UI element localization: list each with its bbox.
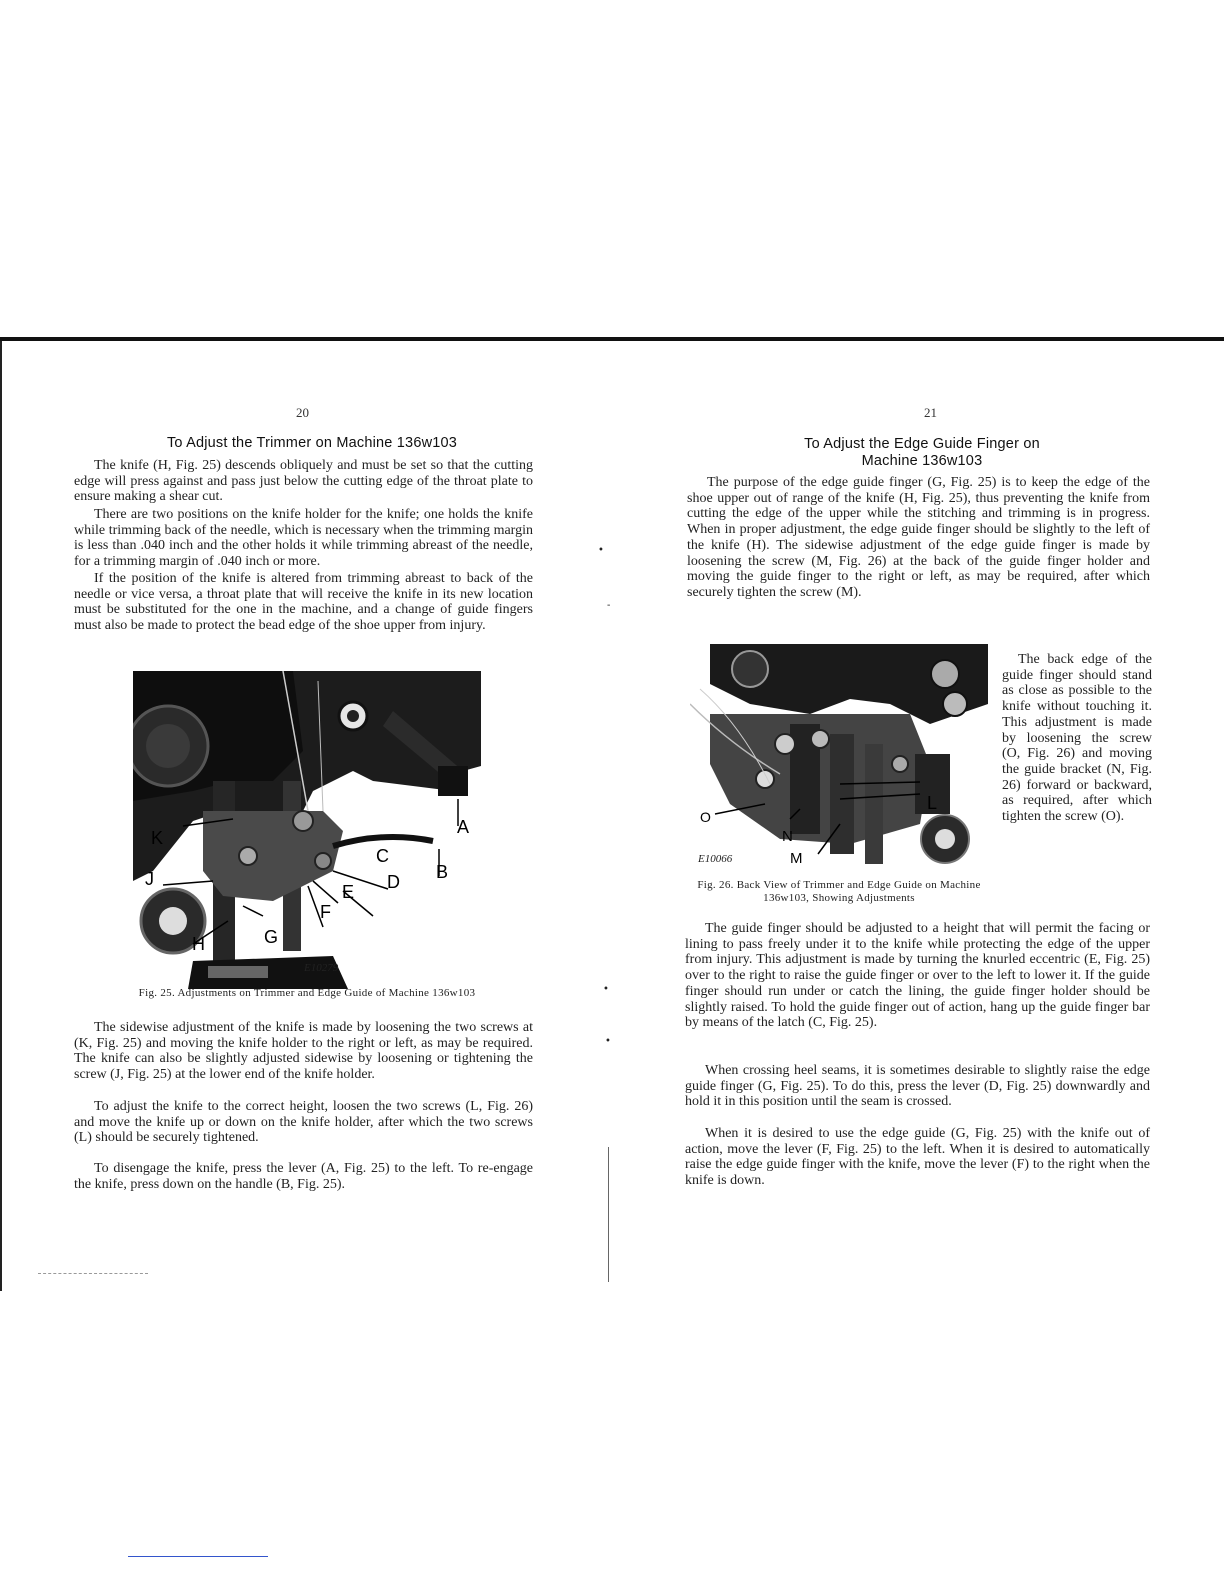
- gutter-mark: -: [607, 600, 611, 611]
- right-paragraph-3: When crossing heel seams, it is sometimes desirable to slightly raise the edge guide finger (G, Fig. 25). To do this, press the lever (D, Fig. 25) downwardly and hold it in this position until the seam is crossed.: [685, 1063, 1150, 1110]
- gutter-mark: •: [605, 1036, 611, 1047]
- fig26-label-l: L: [927, 793, 938, 813]
- fig26-label-n: N: [782, 828, 793, 845]
- page-number-left: 20: [296, 405, 309, 420]
- figure-26-image: [690, 644, 988, 877]
- fig25-label-h: H: [192, 934, 205, 954]
- left-paragraph-4: The sidewise adjustment of the knife is made by loosening the two screws at (K, Fig. 25) and moving the knife holder to the right or left, as may be required. The knife can also be slightly adjusted sidewise by loosening or tightening the screw (J, Fig. 25) at the lower end of the knife holder.: [74, 1020, 533, 1083]
- fig25-label-a: A: [457, 817, 470, 837]
- footer-scan-dashes: [38, 1273, 148, 1275]
- figure-25-caption: Fig. 25. Adjustments on Trimmer and Edge Guide of Machine 136w103: [138, 987, 476, 999]
- gutter-line: [608, 1147, 609, 1282]
- right-paragraph-1: The purpose of the edge guide finger (G, Fig. 25) is to keep the edge of the shoe upper out of range of the knife (H, Fig. 25), thus preventing the knife from cutting the edge of the upper while the stitching and trimming is in progress. When in proper adjustment, the edge guide finger should be slightly to the left of the knife (H). The sidewise adjustment of the edge guide finger is made by loosening the screw (M, Fig. 26) at the back of the guide finger holder and moving the guide finger to the right or left, as may be required, after which securely tighten the screw (M).: [687, 475, 1150, 600]
- fig25-id: E10279: [304, 962, 339, 974]
- figure-25-illustration: [133, 671, 481, 989]
- right-page: [612, 341, 1224, 1291]
- right-side-text: The back edge of the guide finger should stand as close as possible to the knife without touching it. This adjustment is made by loosening the screw (O, Fig. 26) and moving the guide bracket (N, Fig. 26) forward or backward, as required, after which tighten the screw (O).: [1002, 652, 1152, 825]
- left-paragraph-5: To adjust the knife to the correct height, loosen the two screws (L, Fig. 26) and move the knife up or down on the knife holder, after which the two screws (L) should be securely tightened.: [74, 1099, 533, 1146]
- left-paragraph-2: There are two positions on the knife holder for the knife; one holds the knife while trimming back of the needle, which is necessary when the trimming margin is less than .040 inch and the other holds it while trimming abreast of the needle, for a trimming margin of .040 inch or more.: [74, 507, 533, 570]
- fig26-label-m: M: [790, 850, 803, 867]
- fig25-label-c: C: [376, 846, 389, 866]
- left-paragraph-1: The knife (H, Fig. 25) descends obliquely and must be set so that the cutting edge will press against and pass just below the cutting edge of the throat plate to ensure making a shear cut.: [74, 458, 533, 505]
- fig25-label-e: E: [342, 882, 355, 902]
- gutter-mark: •: [598, 545, 604, 556]
- fig25-label-f: F: [320, 902, 331, 922]
- fig25-label-b: B: [436, 862, 449, 882]
- left-paragraph-3: If the position of the knife is altered from trimming abreast to back of the needle or vice versa, a throat plate that will receive the knife in its new location must be substituted for the one in the machine, and a change of guide fingers must also be made to protect the bead edge of the shoe upper from injury.: [74, 571, 533, 634]
- left-page: [0, 341, 614, 1291]
- figure-26-caption: Fig. 26. Back View of Trimmer and Edge Guide on Machine 136w103, Showing Adjustments: [697, 879, 981, 904]
- fig25-label-d: D: [387, 872, 400, 892]
- right-paragraph-4: When it is desired to use the edge guide (G, Fig. 25) with the knife out of action, move the lever (F, Fig. 25) to the left. When it is desired to automatically raise the edge guide finger with the knife, move the lever (F) to the right when the knife is down.: [685, 1126, 1150, 1189]
- left-page-heading: To Adjust the Trimmer on Machine 136w103: [166, 435, 458, 451]
- fig26-label-o: O: [700, 809, 711, 825]
- fig25-label-k: K: [151, 828, 164, 848]
- gutter-mark: •: [603, 984, 609, 995]
- figure-25-image: [133, 671, 481, 989]
- fig25-label-j: J: [145, 869, 154, 889]
- right-paragraph-2: The guide finger should be adjusted to a height that will permit the facing or lining to pass freely under it to the knife while protecting the edge of the upper from injury. This adjustment is made by turning the knurled eccentric (E, Fig. 25) over to the right to raise the guide finger or over to the left to lower it. If the guide finger should run under or catch the lining, the guide finger holder should be slightly raised. To hold the guide finger out of action, hang up the guide finger bar by means of the latch (C, Fig. 25).: [685, 921, 1150, 1031]
- fig25-label-g: G: [264, 927, 279, 947]
- figure-26-illustration: [690, 644, 988, 877]
- right-page-heading-line1: To Adjust the Edge Guide Finger on: [804, 436, 1040, 452]
- bottom-link-underline: [128, 1556, 268, 1557]
- left-paragraph-6: To disengage the knife, press the lever (A, Fig. 25) to the left. To re-engage the knife, press down on the handle (B, Fig. 25).: [74, 1161, 533, 1192]
- fig26-id: E10066: [698, 853, 733, 865]
- page-number-right: 21: [924, 405, 937, 420]
- right-page-heading-line2: Machine 136w103: [861, 453, 983, 469]
